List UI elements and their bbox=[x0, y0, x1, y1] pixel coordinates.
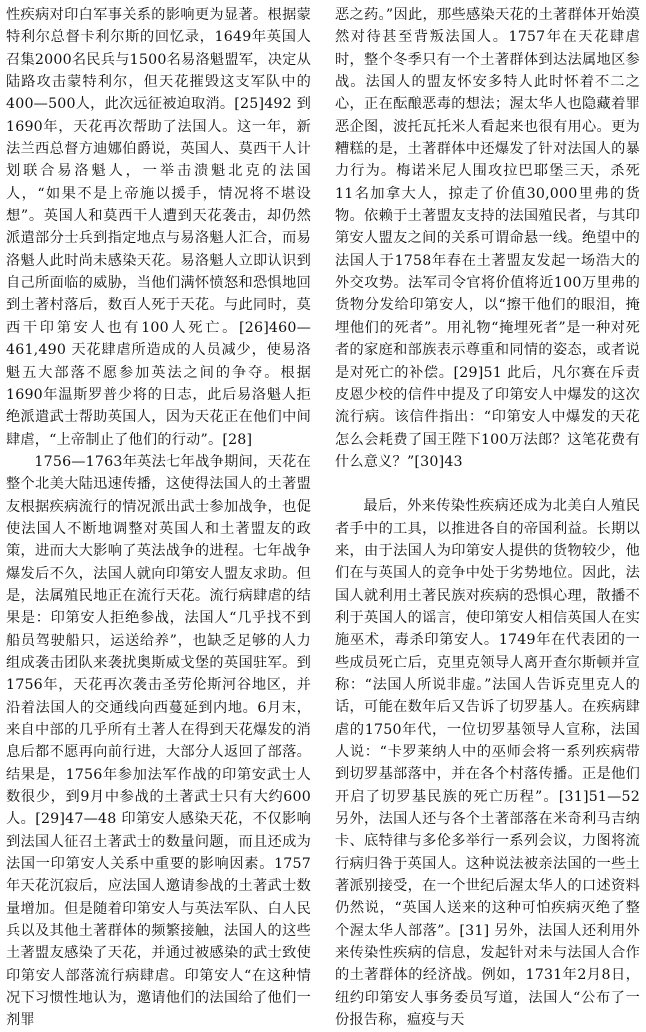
right-column bbox=[335, 4, 640, 1029]
right-paragraph-1: 恶之药。”因此，那些感染天花的土著群体开始漠然对待甚至背叛法国人。1757年在天花肆虐时，整个冬季只有一个土著群体到达法属地区参战。法国人的盟友怀安多特人此时怀着不二之心，正在酝酿恶毒的想法；渥太华人也隐藏着罪恶企图，波托瓦托米人看起来也很有用心。更为糟糕的是，土著群体中还爆发了针对法国人的暴力行为。梅诺米尼人围攻拉巴耶堡三天，杀死11名加拿大人，掠走了价值30,000里弗的货物。依赖于土著盟友支持的法国殖民者，与其印第安人盟友之间的关系可谓命悬一线。绝望中的法国人于1758年春在土著盟友发起一场浩大的外交攻势。法军司令官将价值将近100万里弗的货物分发给印第安人，以“擦干他们的眼泪，掩埋他们的死者”。用礼物“掩埋死者”是一种对死者的家庭和部族表示尊重和同情的姿态，或者说是对死亡的补偿。[29]51 此后，凡尔赛在斥责皮恩少校的信件中提及了印第安人中爆发的这次流行病。该信件指出：“印第安人中爆发的天花怎么会耗费了国王陛下100万法郎？这笔花费有什么意义？”[30]43 bbox=[335, 7, 640, 470]
right-paragraph-2: 最后，外来传染性疾病还成为北美白人殖民者手中的工具，以推进各自的帝国利益。长期以来，由于法国人为印第安人提供的货物较少，他们在与英国人的竞争中处于劣势地位。因此，法国人就利用土著民族对疾病的恐惧心理，散播不利于英国人的谣言，使印第安人相信英国人在实施巫术，毒杀印第安人。1749年在代表团的一些成员死亡后，克里克领导人离开查尔斯顿并宣称：“法国人所说非虚。”法国人告诉克里克人的话，可能在数年后又告诉了切罗基人。在疾病肆虐的1750年代，一位切罗基领导人宣称，法国人说：“卡罗莱纳人中的巫师会将一系列疾病带到切罗基部落中，并在各个村落传播。正是他们开启了切罗基民族的死亡历程”。[31]51—52 另外，法国人还与各个土著部落在米奇利马吉纳卡、底特律与多伦多举行一系列会议，力图将流行病归咎于英国人。这种说法被亲法国的一些土著派别接受，在一个世纪后渥太华人的口述资料仍然说，“英国人送来的这种可怕疾病灭绝了整个渥太华人部落”。[31] 另外，法国人还利用外来传染性疾病的信息，发起针对未与法国人合作的土著群体的经济战。例如，1731年2月8日，纽约印第安人事务委员写道，法国人“公布了一份报告称，瘟疫与天 bbox=[335, 498, 640, 1029]
left-column bbox=[6, 4, 311, 1029]
left-paragraph-2: 1756—1763年英法七年战争期间，天花在整个北美大陆迅速传播，这使得法国人的土著盟友根据疾病流行的情况派出武士参加战争，也促使法国人不断地调整对英国人和土著盟友的政策，进而大大影响了英法战争的进程。七年战争爆发后不久，法国人就向印第安人盟友求助。但是，法属殖民地正在流行天花。流行病肆虐的结果是：印第安人拒绝参战，法国人“几乎找不到船员驾驶船只，运送给养”，也缺乏足够的人力组成袭击团队来袭扰奥斯威戈堡的英国驻军。到1756年，天花再次袭击圣劳伦斯河谷地区，并沿着法国人的交通线向西蔓延到内地。6月末，来自中部的几乎所有土著人在得到天花爆发的消息后都不愿再向前行进，大部分人返回了部落。结果是，1756年参加法军作战的印第安武士人数很少，到9月中参战的土著武士只有大约600人。[29]47—48 印第安人感染天花，不仅影响到法国人征召土著武士的数量问题，而且还成为法国一印第安人关系中重要的影响因素。1757年天花沉寂后，应法国人邀请参战的土著武士数量增加。但是随着印第安人与英法军队、白人民兵以及其他土著群体的频繁接触，法国人的这些土著盟友感染了天花，并通过被感染的武士致使印第安人部落流行病肆虐。印第安人“在这种情况下习惯性地认为，邀请他们的法国给了他们一剂罪 bbox=[6, 453, 311, 1029]
paragraph-gap bbox=[335, 473, 640, 495]
left-paragraph-1: 性疾病对印白军事关系的影响更为显著。根据蒙特利尔总督卡利尔斯的回忆录，1649年英国人召集2000名民兵与1500名易洛魁盟军，决定从陆路攻击蒙特利尔，但天花摧毁这支军队中的400—500人，此次远征被迫取消。[25]492 到1690年，天花再次帮助了法国人。这一年，新法兰西总督方迪娜伯爵说，英国人、莫西干人计划联合易洛魁人，一举击溃魁北克的法国人，“如果不是上帝施以援手，情况将不堪设想”。英国人和莫西干人遭到天花袭击，却仍然派遣部分士兵到指定地点与易洛魁人汇合，而易洛魁人此时尚未感染天花。易洛魁人立即认识到自己所面临的威胁，当他们满怀愤怒和恐惧地回到土著村落后，数百人死于天花。与此同时，莫西干印第安人也有100人死亡。[26]460—461,490 天花肆虐所造成的人员减少，使易洛魁五大部落不愿参加英法之间的争夺。根据1690年温斯罗普少将的日志，此后易洛魁人拒绝派遣武士帮助英国人，因为天花正在他们中间肆虐，“上帝制止了他们的行动”。[28] bbox=[6, 7, 311, 448]
